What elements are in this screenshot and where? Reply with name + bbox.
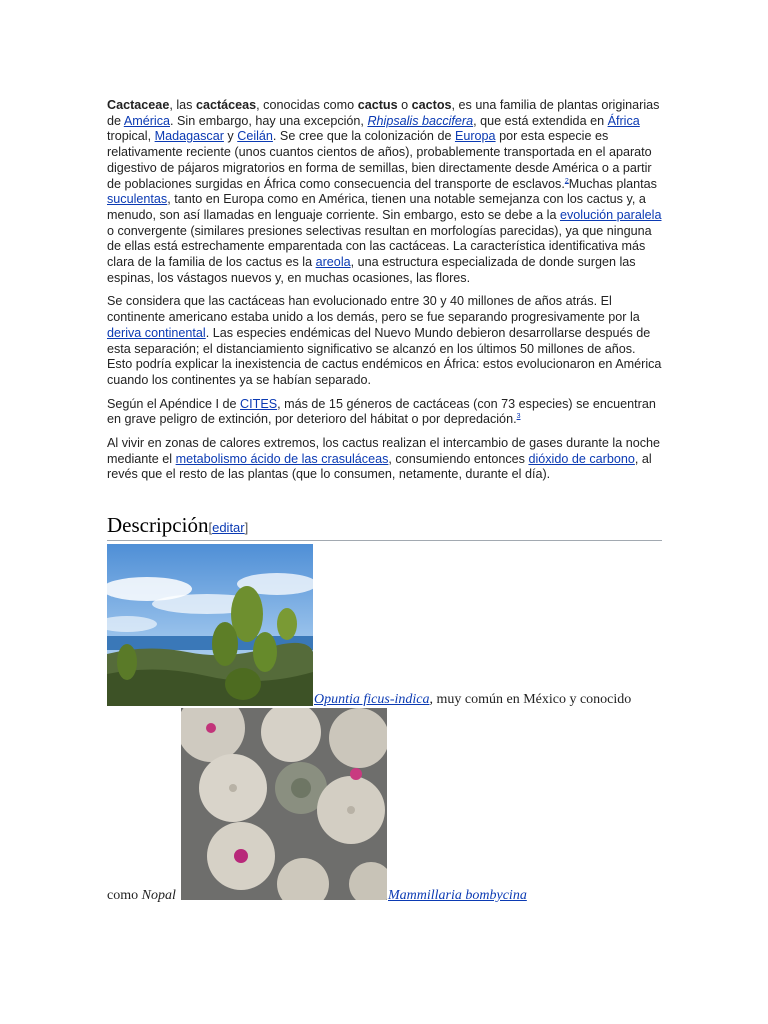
nopal-term: Nopal: [141, 888, 176, 903]
edit-bracket-open: [: [208, 520, 213, 535]
text: Al vivir en zonas de calores extremos, los cactus realizan el intercambio de gases durante la noche mediante el: [107, 436, 661, 466]
term-cactaceas: cactáceas: [195, 98, 257, 112]
reference-3[interactable]: 3: [516, 413, 521, 421]
text: . Las especies endémicas del Nuevo Mundo debieron desarrollarse después de esta separación; el distanciamiento significativo se alcanzó en los últimos 50 millones de años. Esto podría explicar la inexistencia de cactus endémicos en África: estos evolucionaron en América cuando los continentes ya se habían separado.: [107, 325, 662, 387]
article-body: [107, 98, 663, 491]
link-america[interactable]: América: [123, 113, 170, 128]
link-opuntia-ficus-indica[interactable]: Opuntia ficus-indica: [314, 692, 430, 707]
text: . Sin embargo, hay una excepción,: [170, 113, 368, 128]
link-cites[interactable]: CITES: [240, 396, 278, 411]
intro-paragraph-1: [107, 98, 663, 286]
term-cactos: cactos: [411, 98, 452, 112]
term-cactaceae: Cactaceae: [107, 98, 170, 112]
text: o convergente (similares presiones selectivas resultan en morfologías parecidas), ya que ninguna de ellas está estrechamente emparentada con las cactáceas. La característica identificativa más clara de la familia de los cactus es la: [107, 223, 652, 270]
edit-section: [208, 520, 248, 535]
link-rhipsalis-baccifera[interactable]: Rhipsalis baccifera: [367, 113, 474, 128]
text: , conocidas como: [256, 98, 358, 112]
link-evolucion-paralela[interactable]: evolución paralela: [559, 207, 662, 222]
caption-text: , muy común en México y conocido: [429, 692, 632, 707]
opuntia-image[interactable]: [107, 544, 313, 706]
link-mammillaria-bombycina[interactable]: Mammillaria bombycina: [388, 888, 527, 903]
text: por esta especie es relativamente reciente (unos cuantos cientos de años), probablemente transportada en el aparato digestivo de pájaros migratorios en forma de semillas, bien directamente desde América o a partir de poblaciones surgidas en África como consecuencia del transporte de esclavos.: [107, 129, 652, 191]
edit-bracket-close: ]: [244, 520, 249, 535]
link-areola[interactable]: areola: [315, 255, 351, 270]
opuntia-caption: [314, 692, 631, 708]
text: o: [397, 98, 412, 112]
text: , tanto en Europa como en América, tienen una notable semejanza con los cactus y, a menudo, son así llamadas en lenguaje corriente. Sin embargo, esto se debe a la: [107, 192, 646, 222]
text: , consumiendo entonces: [388, 451, 529, 466]
link-metabolismo-acido[interactable]: metabolismo ácido de las crasuláceas: [175, 451, 389, 466]
text: Se considera que las cactáceas han evolucionado entre 30 y 40 millones de años atrás. El continente americano estaba unido a los demás, pero se fue separando progresivamente por la: [107, 294, 640, 325]
text: y: [223, 129, 238, 144]
text: , una estructura especializada de donde surgen las espinas, los vástagos nuevos y, en muchas ocasiones, las flores.: [107, 255, 636, 285]
text: , es una familia de plantas originarias de: [107, 98, 660, 128]
link-deriva-continental[interactable]: deriva continental: [107, 325, 206, 340]
mammillaria-caption: [388, 888, 527, 904]
link-ceilan[interactable]: Ceilán: [237, 129, 273, 144]
mammillaria-photo: [181, 708, 387, 900]
text: Según el Apéndice I de: [107, 396, 241, 411]
reference-2[interactable]: 2: [564, 177, 569, 185]
intro-paragraph-2: [107, 294, 663, 388]
link-africa[interactable]: África: [607, 113, 640, 128]
opuntia-photo: [107, 544, 313, 706]
link-dioxido-de-carbono[interactable]: dióxido de carbono: [528, 451, 635, 466]
term-cactus: cactus: [357, 98, 398, 112]
section-title: Descripción: [107, 513, 209, 537]
text: , al revés que el resto de las plantas (que lo consumen, netamente, durante el día).: [107, 451, 652, 482]
edit-link[interactable]: editar: [212, 520, 245, 535]
mammillaria-caption-prefix: [107, 888, 176, 904]
text: Muchas plantas: [568, 176, 657, 191]
text: , más de 15 géneros de cactáceas (con 73 especies) se encuentran en grave peligro de extinción, por deterioro del hábitat o por depredación.: [107, 396, 656, 427]
text: . Se cree que la colonización de: [272, 129, 455, 144]
intro-paragraph-4: [107, 436, 663, 483]
intro-paragraph-3: [107, 397, 663, 428]
text: , que está extendida en: [473, 113, 608, 128]
text: tropical,: [107, 129, 155, 144]
caption-text: como: [107, 888, 142, 903]
section-heading-descripcion: [107, 512, 662, 541]
link-europa[interactable]: Europa: [454, 129, 496, 144]
link-suculentas[interactable]: suculentas: [107, 192, 168, 207]
text: , las: [169, 98, 196, 112]
mammillaria-image[interactable]: [181, 708, 387, 900]
link-madagascar[interactable]: Madagascar: [154, 129, 224, 144]
